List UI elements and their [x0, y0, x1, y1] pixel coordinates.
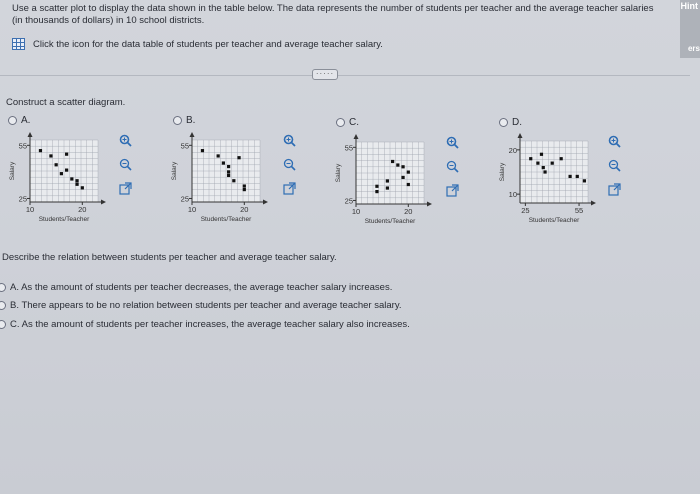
data-point — [39, 149, 42, 152]
scatter-chart-b — [170, 130, 285, 240]
zoom-in-icon[interactable] — [119, 134, 132, 147]
x-tick-label: 55 — [574, 206, 584, 215]
x-tick-label: 25 — [521, 206, 530, 215]
chart-d-tools — [608, 135, 621, 196]
y-tick-label: 55 — [344, 143, 353, 153]
answer-b[interactable] — [0, 300, 402, 311]
data-point — [391, 160, 394, 163]
zoom-in-icon[interactable] — [608, 135, 621, 148]
data-point — [386, 186, 389, 189]
answer-c-radio[interactable] — [0, 320, 6, 329]
data-point — [222, 161, 225, 164]
scatter-plot-b — [170, 130, 285, 235]
data-point — [529, 157, 532, 160]
data-point — [543, 170, 546, 173]
zoom-out-icon[interactable] — [608, 159, 621, 172]
expand-button[interactable]: ····· — [312, 69, 338, 80]
chart-c-tools — [446, 136, 459, 197]
x-axis-label: Students/Teacher — [528, 217, 580, 224]
y-axis-arrow — [28, 132, 33, 137]
data-point — [576, 175, 579, 178]
answer-c[interactable] — [0, 319, 410, 330]
popout-icon[interactable] — [608, 183, 621, 196]
data-point — [227, 170, 230, 173]
option-b-radio[interactable] — [173, 115, 195, 126]
y-tick-label: 55 — [180, 141, 189, 151]
y-axis-label: Salary — [499, 162, 506, 182]
data-point — [237, 156, 240, 159]
data-point — [407, 183, 410, 186]
chart-a-tools — [119, 134, 132, 195]
data-table-link-text[interactable]: Click the icon for the data table of students per teacher and average teacher salary. — [33, 38, 383, 50]
zoom-out-icon[interactable] — [119, 158, 132, 171]
x-tick-label: 20 — [404, 207, 413, 216]
popout-icon[interactable] — [119, 182, 132, 195]
describe-prompt: Describe the relation between students per teacher and average teacher salary. — [2, 252, 337, 263]
scatter-plot-a — [8, 130, 123, 235]
scatter-chart-a — [8, 130, 123, 240]
option-a-radio[interactable] — [8, 115, 30, 126]
zoom-out-icon[interactable] — [283, 158, 296, 171]
y-axis-arrow — [354, 134, 359, 139]
answer-a[interactable] — [0, 282, 392, 293]
data-point — [217, 154, 220, 157]
data-point — [75, 183, 78, 186]
radio-a[interactable] — [8, 116, 17, 125]
data-point — [81, 186, 84, 189]
radio-d[interactable] — [499, 118, 508, 127]
x-axis-arrow — [101, 200, 106, 205]
data-point — [542, 166, 545, 169]
y-axis-label: Salary — [171, 161, 178, 181]
data-point — [232, 179, 235, 182]
data-point — [396, 163, 399, 166]
data-point — [65, 169, 68, 172]
data-point — [75, 179, 78, 182]
data-point — [227, 174, 230, 177]
scatter-plot-d — [498, 131, 613, 236]
data-point — [70, 177, 73, 180]
side-tab-label-1: Hint — [680, 1, 698, 11]
option-c-radio[interactable] — [336, 117, 359, 128]
x-tick-label: 10 — [351, 207, 361, 216]
y-tick-label: 20 — [508, 145, 517, 155]
instruction-text: Construct a scatter diagram. — [6, 97, 126, 108]
x-tick-label: 10 — [25, 205, 35, 214]
popout-icon[interactable] — [283, 182, 296, 195]
answer-a-radio[interactable] — [0, 283, 6, 292]
y-tick-label: 55 — [18, 141, 27, 151]
x-tick-label: 10 — [187, 205, 197, 214]
data-point — [569, 175, 572, 178]
option-d-label: D. — [512, 117, 522, 128]
data-point — [583, 179, 586, 182]
data-point — [560, 157, 563, 160]
x-axis-label: Students/Teacher — [38, 216, 90, 223]
data-point — [65, 153, 68, 156]
x-tick-label: 20 — [240, 205, 249, 214]
data-point — [401, 176, 404, 179]
x-axis-arrow — [263, 200, 268, 205]
popout-icon[interactable] — [446, 184, 459, 197]
data-point — [49, 154, 52, 157]
y-axis-label: Salary — [335, 163, 342, 183]
radio-c[interactable] — [336, 118, 345, 127]
y-tick-label: 25 — [180, 194, 189, 204]
zoom-in-icon[interactable] — [446, 136, 459, 149]
data-point — [536, 162, 539, 165]
scatter-plot-c — [334, 132, 449, 237]
data-point — [540, 153, 543, 156]
y-axis-arrow — [518, 133, 523, 138]
data-point — [386, 179, 389, 182]
data-point — [201, 149, 204, 152]
option-b-label: B. — [186, 115, 196, 126]
zoom-in-icon[interactable] — [283, 134, 296, 147]
question-text: Use a scatter plot to display the data shown in the table below. The data represents the number of students per teacher and the average teacher salaries (in thousands of dollars) in 10 school districts. — [12, 3, 654, 26]
divider — [0, 75, 690, 76]
side-tab-label-2: ers — [687, 44, 700, 53]
data-point — [551, 162, 554, 165]
chart-b-tools — [283, 134, 296, 195]
data-point — [375, 185, 378, 188]
y-tick-label: 25 — [344, 196, 353, 206]
y-tick-label: 25 — [18, 194, 27, 204]
answer-b-text: B. There appears to be no relation between students per teacher and average teacher salary. — [10, 300, 402, 311]
y-axis-arrow — [190, 132, 195, 137]
answer-b-radio[interactable] — [0, 301, 6, 310]
scatter-chart-c — [334, 132, 449, 242]
data-point — [401, 165, 404, 168]
data-point — [375, 190, 378, 193]
data-point — [243, 188, 246, 191]
data-table-link[interactable] — [12, 38, 383, 50]
data-point — [227, 165, 230, 168]
radio-b[interactable] — [173, 116, 182, 125]
x-axis-arrow — [591, 201, 596, 206]
option-a-label: A. — [21, 115, 31, 126]
data-point — [407, 171, 410, 174]
y-axis-label: Salary — [9, 161, 16, 181]
data-point — [60, 172, 63, 175]
x-axis-arrow — [427, 202, 432, 207]
x-axis-label: Students/Teacher — [200, 216, 252, 223]
data-point — [55, 163, 58, 166]
y-tick-label: 10 — [508, 190, 517, 200]
scatter-chart-d — [498, 131, 613, 241]
answer-a-text: A. As the amount of students per teacher decreases, the average teacher salary increases. — [10, 282, 393, 293]
side-panel-tab[interactable] — [680, 0, 700, 58]
zoom-out-icon[interactable] — [446, 160, 459, 173]
option-c-label: C. — [349, 117, 359, 128]
data-table-icon[interactable] — [12, 38, 25, 50]
option-d-radio[interactable] — [499, 117, 522, 128]
answer-c-text: C. As the amount of students per teacher increases, the average teacher salary also increases. — [10, 319, 410, 330]
data-point — [243, 184, 246, 187]
x-tick-label: 20 — [78, 205, 87, 214]
x-axis-label: Students/Teacher — [364, 218, 416, 225]
